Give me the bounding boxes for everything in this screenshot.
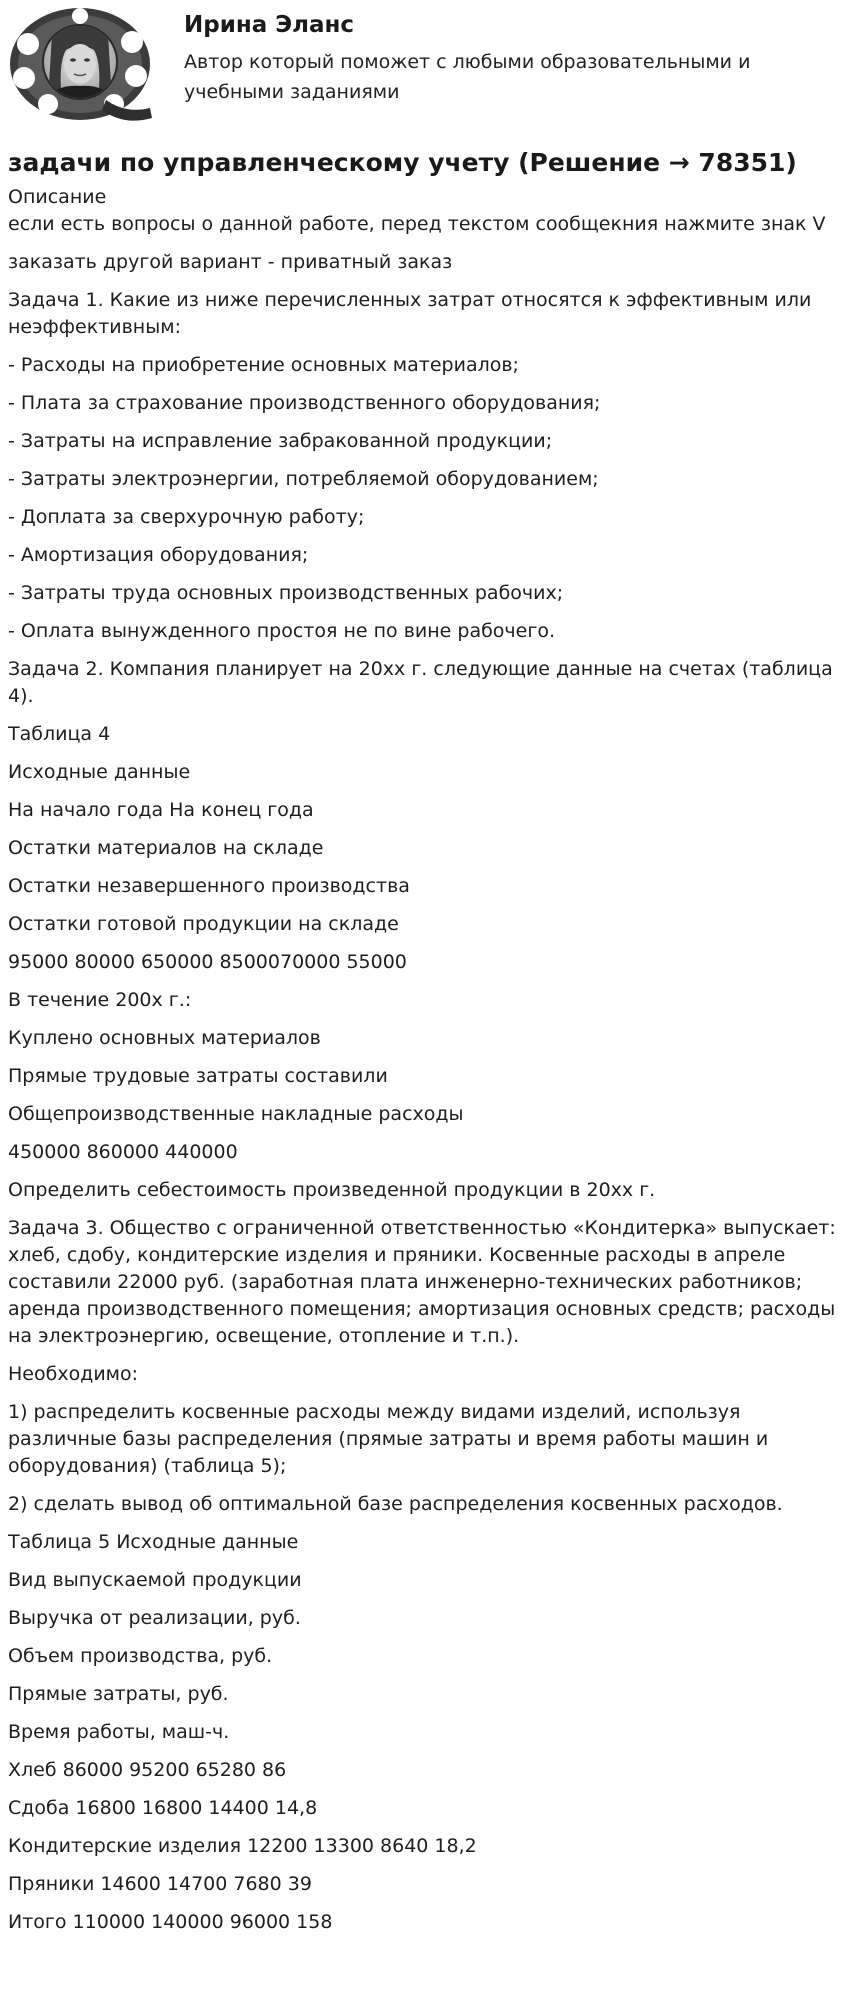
list-item: - Затраты на исправление забракованной продукции; [8, 430, 553, 452]
list-item: - Затраты труда основных производственных рабочих; [8, 582, 564, 604]
table-5-row: Хлеб 86000 95200 65280 86 [8, 1759, 287, 1781]
table-5-row: Время работы, маш-ч. [8, 1721, 230, 1743]
paragraph-task-1: Задача 1. Какие из ниже перечисленных затрат относятся к эффективным или неэффективным: [8, 289, 812, 338]
table-5-row: Кондитерские изделия 12200 13300 8640 18,2 [8, 1835, 477, 1857]
paragraph-task-3: Задача 3. Общество с ограниченной ответственностью «Кондитерка» выпускает: хлеб, сдобу, кондитерские изделия и пряники. Косвенные расходы в апреле составили 22000 руб. (заработная плата инженерно-технических работников; аренда производственного помещения; амортизация основных средств; расходы на электроэнергию, освещение, отопление и т.п.). [8, 1217, 836, 1347]
list-item: - Плата за страхование производственного оборудования; [8, 392, 601, 414]
table-5-row: Вид выпускаемой продукции [8, 1569, 302, 1591]
table-4-values: 95000 80000 650000 8500070000 55000 [8, 951, 407, 973]
table-4-header: На начало года На конец года [8, 799, 314, 821]
table-4-row: Прямые трудовые затраты составили [8, 1065, 388, 1087]
list-item: - Затраты электроэнергии, потребляемой оборудованием; [8, 468, 599, 490]
page-title: задачи по управленческому учету (Решение → 78351) [8, 148, 797, 177]
document-content [8, 146, 840, 1947]
paragraph-required: Необходимо: [8, 1363, 139, 1385]
paragraph-question-note: если есть вопросы о данной работе, перед текстом сообщекния нажмите знак V [8, 213, 826, 235]
list-item: - Оплата вынужденного простоя не по вине рабочего. [8, 620, 555, 642]
table-4-caption: Таблица 4 [8, 723, 111, 745]
table-5-row: Пряники 14600 14700 7680 39 [8, 1873, 312, 1895]
table-4-row: Куплено основных материалов [8, 1027, 321, 1049]
table-4-values: 450000 860000 440000 [8, 1141, 238, 1163]
table-4-row: Остатки готовой продукции на складе [8, 913, 399, 935]
table-4-row: Остатки незавершенного производства [8, 875, 410, 897]
list-item: 1) распределить косвенные расходы между видами изделий, используя различные базы распределения (прямые затраты и время работы машин и оборудования) (таблица 5); [8, 1401, 769, 1477]
author-description: Автор который поможет с любыми образовательными и учебными заданиями [184, 51, 751, 103]
table-5-row: Сдоба 16800 16800 14400 14,8 [8, 1797, 318, 1819]
table-5-row: Выручка от реализации, руб. [8, 1607, 301, 1629]
table-5-row: Объем производства, руб. [8, 1645, 273, 1667]
film-reel-avatar-icon [6, 4, 154, 126]
table-4-row: Остатки материалов на складе [8, 837, 324, 859]
table-5-row: Прямые затраты, руб. [8, 1683, 229, 1705]
list-item: - Расходы на приобретение основных материалов; [8, 354, 519, 376]
table-4-subtitle: Исходные данные [8, 761, 191, 783]
list-item: - Амортизация оборудования; [8, 544, 309, 566]
table-4-row: Общепроизводственные накладные расходы [8, 1103, 464, 1125]
avatar[interactable] [6, 4, 154, 126]
paragraph-private-order: заказать другой вариант - приватный заказ [8, 251, 453, 273]
list-item: 2) сделать вывод об оптимальной базе распределения косвенных расходов. [8, 1493, 783, 1515]
description-label: Описание [8, 186, 107, 208]
list-item: - Доплата за сверхурочную работу; [8, 506, 365, 528]
author-card [0, 0, 847, 130]
table-5-caption: Таблица 5 Исходные данные [8, 1531, 299, 1553]
paragraph-task-2-question: Определить себестоимость произведенной продукции в 20хх г. [8, 1179, 656, 1201]
paragraph-task-2: Задача 2. Компания планирует на 20хх г. следующие данные на счетах (таблица 4). [8, 658, 833, 707]
author-name[interactable]: Ирина Эланс [184, 12, 355, 38]
table-4-period: В течение 200х г.: [8, 989, 192, 1011]
table-5-row: Итого 110000 140000 96000 158 [8, 1911, 333, 1933]
